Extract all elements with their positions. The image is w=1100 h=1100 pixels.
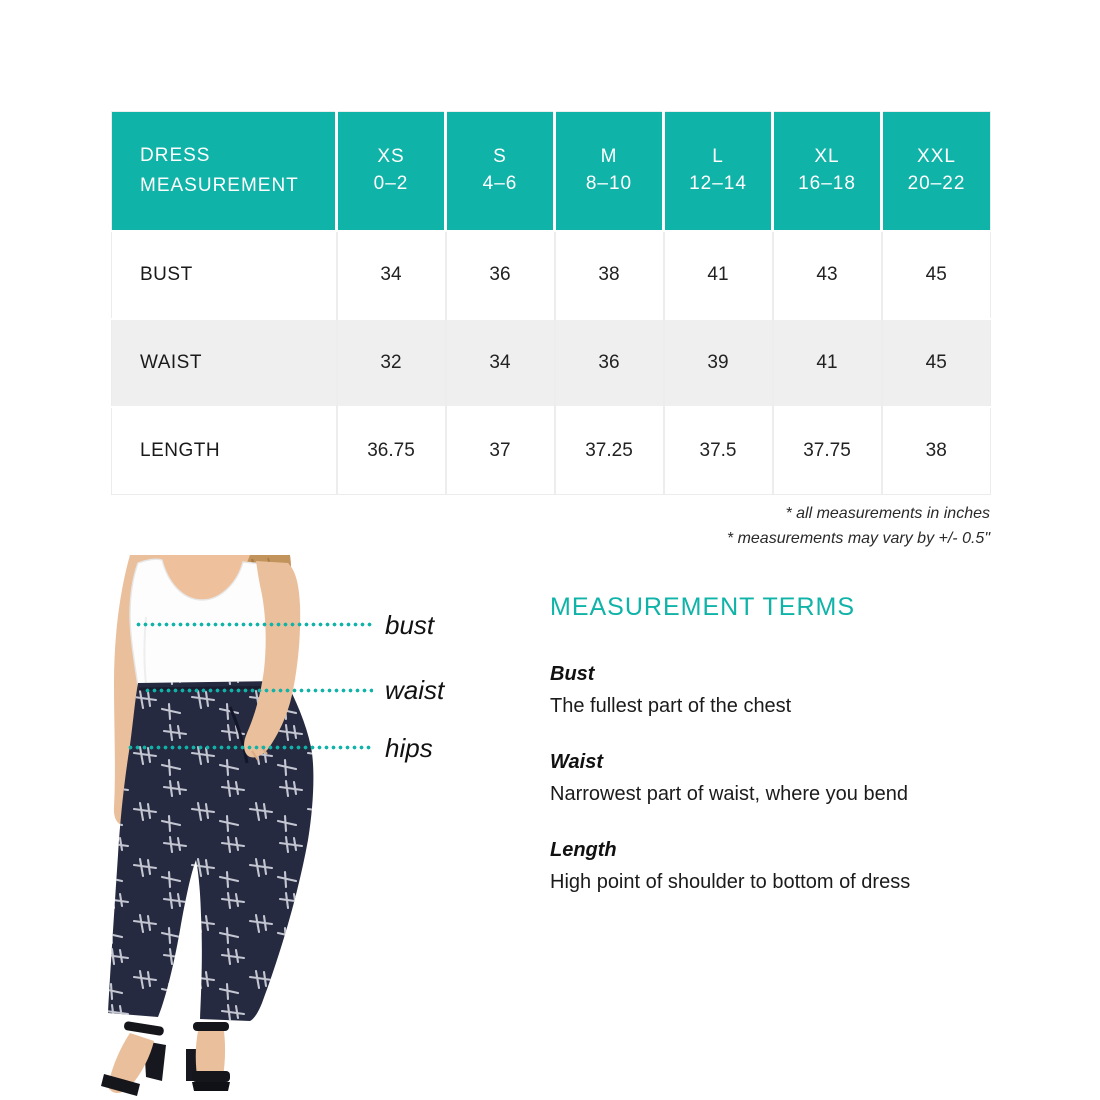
footnote-inches: * all measurements in inches bbox=[785, 505, 990, 522]
measurement-cell: 45 bbox=[882, 231, 991, 319]
measurement-terms-section bbox=[550, 593, 1030, 927]
size-range: 0–2 bbox=[373, 173, 409, 195]
waist-line-label: waist bbox=[385, 675, 445, 705]
term-description: High point of shoulder to bottom of dress bbox=[550, 871, 911, 893]
term-bust bbox=[550, 663, 1030, 719]
table-row-waist bbox=[112, 319, 991, 407]
column-header-m bbox=[555, 112, 664, 231]
measurement-cell: 36 bbox=[446, 231, 555, 319]
measurement-cell: 37 bbox=[446, 407, 555, 495]
column-header-xs bbox=[337, 112, 446, 231]
measurement-cell: 36 bbox=[555, 319, 664, 407]
measurement-cell: 38 bbox=[882, 407, 991, 495]
row-label-bust: BUST bbox=[112, 231, 337, 319]
size-label: XL bbox=[814, 146, 840, 168]
measurement-cell: 41 bbox=[664, 231, 773, 319]
terms-heading: MEASUREMENT TERMS bbox=[550, 593, 856, 621]
measurement-cell: 38 bbox=[555, 231, 664, 319]
term-name: Waist bbox=[550, 751, 603, 773]
term-length bbox=[550, 839, 1030, 895]
header-dress-measurement: DRESS MEASUREMENT bbox=[112, 112, 337, 231]
hips-measurement-line bbox=[127, 745, 373, 750]
measurement-cell: 34 bbox=[446, 319, 555, 407]
footnote-variance: * measurements may vary by +/- 0.5" bbox=[726, 530, 990, 547]
table-row-bust bbox=[112, 231, 991, 319]
table-row-length bbox=[112, 407, 991, 495]
size-range: 8–10 bbox=[585, 173, 633, 195]
measurement-cell: 37.5 bbox=[664, 407, 773, 495]
measurement-cell: 36.75 bbox=[337, 407, 446, 495]
header-row bbox=[112, 112, 991, 231]
size-label: XXL bbox=[917, 146, 956, 168]
measurement-cell: 32 bbox=[337, 319, 446, 407]
size-range: 20–22 bbox=[907, 173, 966, 195]
bust-line-label: bust bbox=[385, 610, 435, 640]
size-label: XS bbox=[377, 146, 405, 168]
measurement-cell: 41 bbox=[773, 319, 882, 407]
measurement-cell: 39 bbox=[664, 319, 773, 407]
term-description: Narrowest part of waist, where you bend bbox=[550, 783, 908, 805]
measurement-cell: 43 bbox=[773, 231, 882, 319]
size-range: 16–18 bbox=[798, 173, 856, 195]
measurement-cell: 37.25 bbox=[555, 407, 664, 495]
term-name: Length bbox=[550, 839, 617, 861]
term-description: The fullest part of the chest bbox=[550, 695, 792, 717]
measurement-cell: 37.75 bbox=[773, 407, 882, 495]
size-chart-table bbox=[111, 111, 991, 495]
measurement-cell: 34 bbox=[337, 231, 446, 319]
column-header-xl bbox=[773, 112, 882, 231]
model-pants bbox=[108, 681, 313, 1021]
model-photo bbox=[100, 555, 350, 1100]
bust-measurement-line bbox=[135, 622, 373, 627]
term-name: Bust bbox=[550, 663, 595, 685]
measurement-cell: 45 bbox=[882, 319, 991, 407]
model-sandals bbox=[101, 1021, 230, 1096]
size-label: L bbox=[712, 146, 724, 168]
waist-measurement-line bbox=[144, 688, 373, 693]
column-header-s bbox=[446, 112, 555, 231]
size-label: M bbox=[600, 146, 618, 168]
column-header-xxl bbox=[882, 112, 991, 231]
term-waist bbox=[550, 751, 1030, 807]
size-label: S bbox=[493, 146, 507, 168]
row-label-waist: WAIST bbox=[112, 319, 337, 407]
table-footnotes bbox=[111, 501, 990, 551]
row-label-length: LENGTH bbox=[112, 407, 337, 495]
hips-line-label: hips bbox=[385, 733, 433, 763]
size-range: 12–14 bbox=[689, 173, 747, 195]
size-range: 4–6 bbox=[482, 173, 518, 195]
column-header-l bbox=[664, 112, 773, 231]
